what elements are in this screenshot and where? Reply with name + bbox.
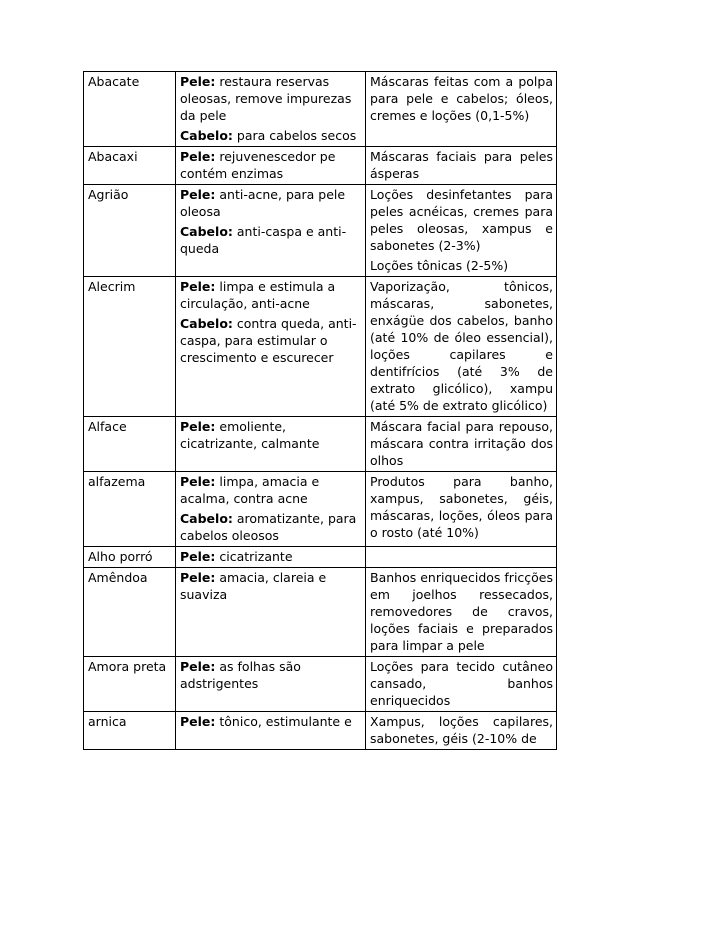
properties-cell <box>176 185 366 277</box>
uses-cell <box>366 547 557 568</box>
properties-cell <box>176 568 366 657</box>
properties-cell <box>176 72 366 147</box>
property-label: Cabelo: <box>180 511 233 526</box>
uses-cell <box>366 147 557 185</box>
property-paragraph <box>180 223 362 257</box>
uses-paragraph: Máscara facial para repouso, máscara contra irritação dos olhos <box>370 419 553 468</box>
property-paragraph <box>180 418 362 452</box>
herbs-table-body <box>84 72 557 750</box>
plant-name-cell: Abacaxi <box>84 147 176 185</box>
property-label: Pele: <box>180 714 216 729</box>
table-row <box>84 417 557 472</box>
table-row <box>84 277 557 417</box>
properties-cell <box>176 547 366 568</box>
property-paragraph <box>180 127 362 144</box>
property-paragraph <box>180 186 362 220</box>
table-row <box>84 185 557 277</box>
property-label: Pele: <box>180 570 216 585</box>
table-row <box>84 568 557 657</box>
properties-cell <box>176 147 366 185</box>
property-label: Pele: <box>180 549 216 564</box>
property-paragraph <box>180 148 362 182</box>
properties-cell <box>176 472 366 547</box>
plant-name-cell: Amêndoa <box>84 568 176 657</box>
property-label: Pele: <box>180 74 216 89</box>
property-text: as folhas são adstrigentes <box>180 659 301 691</box>
property-paragraph <box>180 658 362 692</box>
property-text: amacia, clareia e suaviza <box>180 570 327 602</box>
uses-cell <box>366 712 557 750</box>
table-row <box>84 147 557 185</box>
uses-paragraph: Banhos enriquecidos fricções em joelhos ressecados, removedores de cravos, loções faciais e preparados para limpar a pele <box>370 570 554 653</box>
table-row <box>84 472 557 547</box>
properties-cell <box>176 277 366 417</box>
uses-cell <box>366 72 557 147</box>
plant-name-cell: Alho porró <box>84 547 176 568</box>
table-row <box>84 72 557 147</box>
property-label: Cabelo: <box>180 224 233 239</box>
properties-cell <box>176 657 366 712</box>
plant-name-cell: Alecrim <box>84 277 176 417</box>
property-label: Cabelo: <box>180 128 233 143</box>
plant-name-cell: Agrião <box>84 185 176 277</box>
uses-cell <box>366 472 557 547</box>
property-label: Cabelo: <box>180 316 233 331</box>
uses-cell <box>366 417 557 472</box>
property-text: rejuvenescedor pe contém enzimas <box>180 149 336 181</box>
uses-cell <box>366 657 557 712</box>
property-paragraph <box>180 713 362 730</box>
uses-paragraph: Produtos para banho, xampus, sabonetes, géis, máscaras, loções, óleos para o rosto (até 10%) <box>370 474 553 540</box>
uses-cell <box>366 277 557 417</box>
uses-paragraph: Máscaras faciais para peles ásperas <box>370 149 553 181</box>
property-text: anti-acne, para pele oleosa <box>180 187 346 219</box>
property-paragraph <box>180 510 362 544</box>
property-text: para cabelos secos <box>232 128 357 143</box>
property-label: Pele: <box>180 659 216 674</box>
property-paragraph <box>180 278 362 312</box>
plant-name-cell: alfazema <box>84 472 176 547</box>
property-text: restaura reservas oleosas, remove impurezas da pele <box>180 74 352 123</box>
plant-name-cell: Alface <box>84 417 176 472</box>
uses-paragraph: Vaporização, tônicos, máscaras, sabonetes, enxágüe dos cabelos, banho (até 10% de óleo essencial), loções capilares e dentifrícios (até 3% de extrato glicólico), xampu (até 5% de extrato glicólico) <box>370 279 553 413</box>
uses-paragraph: Máscaras feitas com a polpa para pele e cabelos; óleos, cremes e loções (0,1-5%) <box>370 74 553 123</box>
property-paragraph <box>180 315 362 366</box>
plant-name-cell: Amora preta <box>84 657 176 712</box>
property-label: Pele: <box>180 187 216 202</box>
table-row <box>84 657 557 712</box>
properties-cell <box>176 417 366 472</box>
property-label: Pele: <box>180 474 216 489</box>
property-text: limpa e estimula a circulação, anti-acne <box>180 279 336 311</box>
property-text: limpa, amacia e acalma, contra acne <box>180 474 320 506</box>
uses-paragraph: Loções para tecido cutâneo cansado, banhos enriquecidos <box>370 659 553 708</box>
property-paragraph <box>180 548 362 565</box>
table-row <box>84 547 557 568</box>
plant-name-cell: Abacate <box>84 72 176 147</box>
property-paragraph <box>180 473 362 507</box>
property-text: emoliente, cicatrizante, calmante <box>180 419 320 451</box>
uses-cell <box>366 568 557 657</box>
table-row <box>84 712 557 750</box>
uses-paragraph: Xampus, loções capilares, sabonetes, géis (2-10% de <box>370 714 553 746</box>
property-label: Pele: <box>180 149 216 164</box>
property-text: anti-caspa e anti-queda <box>180 224 347 256</box>
plant-name-cell: arnica <box>84 712 176 750</box>
uses-paragraph: Loções tônicas (2-5%) <box>370 258 509 273</box>
property-label: Pele: <box>180 279 216 294</box>
property-text: aromatizante, para cabelos oleosos <box>180 511 357 543</box>
herbs-table <box>83 71 557 750</box>
property-paragraph <box>180 73 362 124</box>
uses-cell <box>366 185 557 277</box>
property-text: cicatrizante <box>215 549 293 564</box>
property-text: contra queda, anti-caspa, para estimular o crescimento e escurecer <box>180 316 357 365</box>
property-text: tônico, estimulante e <box>215 714 352 729</box>
properties-cell <box>176 712 366 750</box>
uses-paragraph: Loções desinfetantes para peles acnéicas, cremes para peles oleosas, xampus e sabonetes (2-3%) <box>370 187 553 253</box>
property-paragraph <box>180 569 362 603</box>
property-label: Pele: <box>180 419 216 434</box>
